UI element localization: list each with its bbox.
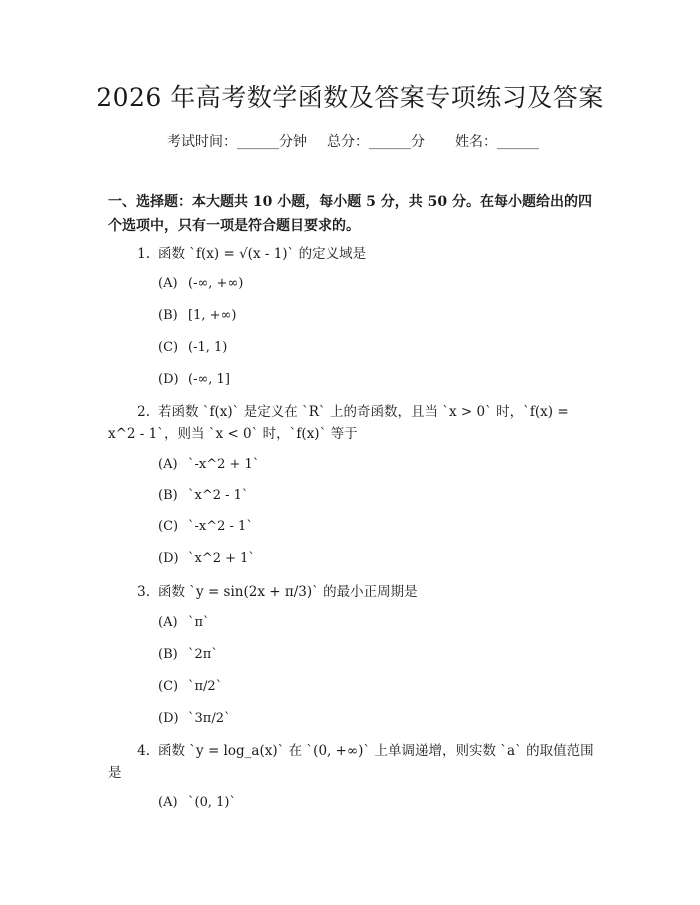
option-1a [158,274,243,294]
question-text: 函数 `y = log_a(x)` 在 `(0, +∞)` 上单调递增，则实数 `a` 的取值范围是 [108,743,594,781]
option-2d [158,549,255,569]
option-text: (-∞, +∞) [188,276,244,291]
question-text: 函数 `y = sin(2x + π/3)` 的最小正周期是 [158,584,418,600]
time-field: 考试时间：______分钟 [167,134,307,150]
option-text: `2π` [188,647,218,662]
option-text: (-∞, 1] [188,372,230,387]
section-heading: 一、选择题：本大题共 10 小题，每小题 5 分，共 50 分。在每小题给出的四个选项中，只有一项是符合题目要求的。 [108,194,592,234]
question-4 [108,740,596,784]
option-text: `3π/2` [188,711,231,726]
option-label: (C) [158,679,179,694]
option-label: (C) [158,519,179,534]
option-3d [158,709,230,729]
option-label: (A) [158,615,178,630]
question-number: 3. [137,584,150,600]
question-2 [108,401,596,445]
question-number: 1. [137,246,150,262]
option-1d [158,370,230,390]
option-text: `x^2 - 1` [188,488,249,503]
option-label: (A) [158,276,178,291]
option-label: (B) [158,308,178,323]
option-label: (A) [158,795,178,810]
option-text: `x^2 + 1` [188,551,255,566]
option-label: (A) [158,457,178,472]
option-1b [158,306,236,326]
question-1 [108,243,596,265]
option-label: (D) [158,551,179,566]
option-label: (D) [158,711,179,726]
option-label: (D) [158,372,179,387]
question-text: 函数 `f(x) = √(x - 1)` 的定义域是 [158,246,367,262]
option-3b [158,645,218,665]
option-2a [158,455,259,475]
option-label: (C) [158,340,179,355]
question-text: 若函数 `f(x)` 是定义在 `R` 上的奇函数，且当 `x > 0` 时，`f(x) = x^2 - 1`，则当 `x < 0` 时，`f(x)` 等于 [108,404,569,442]
option-text: `-x^2 + 1` [188,457,260,472]
option-4a [158,793,236,813]
option-text: `π` [188,615,210,630]
option-text: `-x^2 - 1` [188,519,253,534]
option-2b [158,486,248,506]
option-text: `π/2` [188,679,223,694]
option-label: (B) [158,488,178,503]
option-2c [158,517,253,537]
option-text: `(0, 1)` [188,795,236,810]
question-number: 4. [137,743,150,759]
question-number: 2. [137,404,150,420]
option-label: (B) [158,647,178,662]
page-title: 2026 年高考数学函数及答案专项练习及答案 [96,83,604,112]
option-1c [158,338,227,358]
option-text: [1, +∞) [188,308,237,323]
option-3a [158,613,210,633]
option-text: (-1, 1) [188,340,228,355]
name-field: 姓名：______ [455,134,539,150]
question-3 [108,581,596,603]
score-field: 总分：______分 [327,134,425,150]
option-3c [158,677,222,697]
